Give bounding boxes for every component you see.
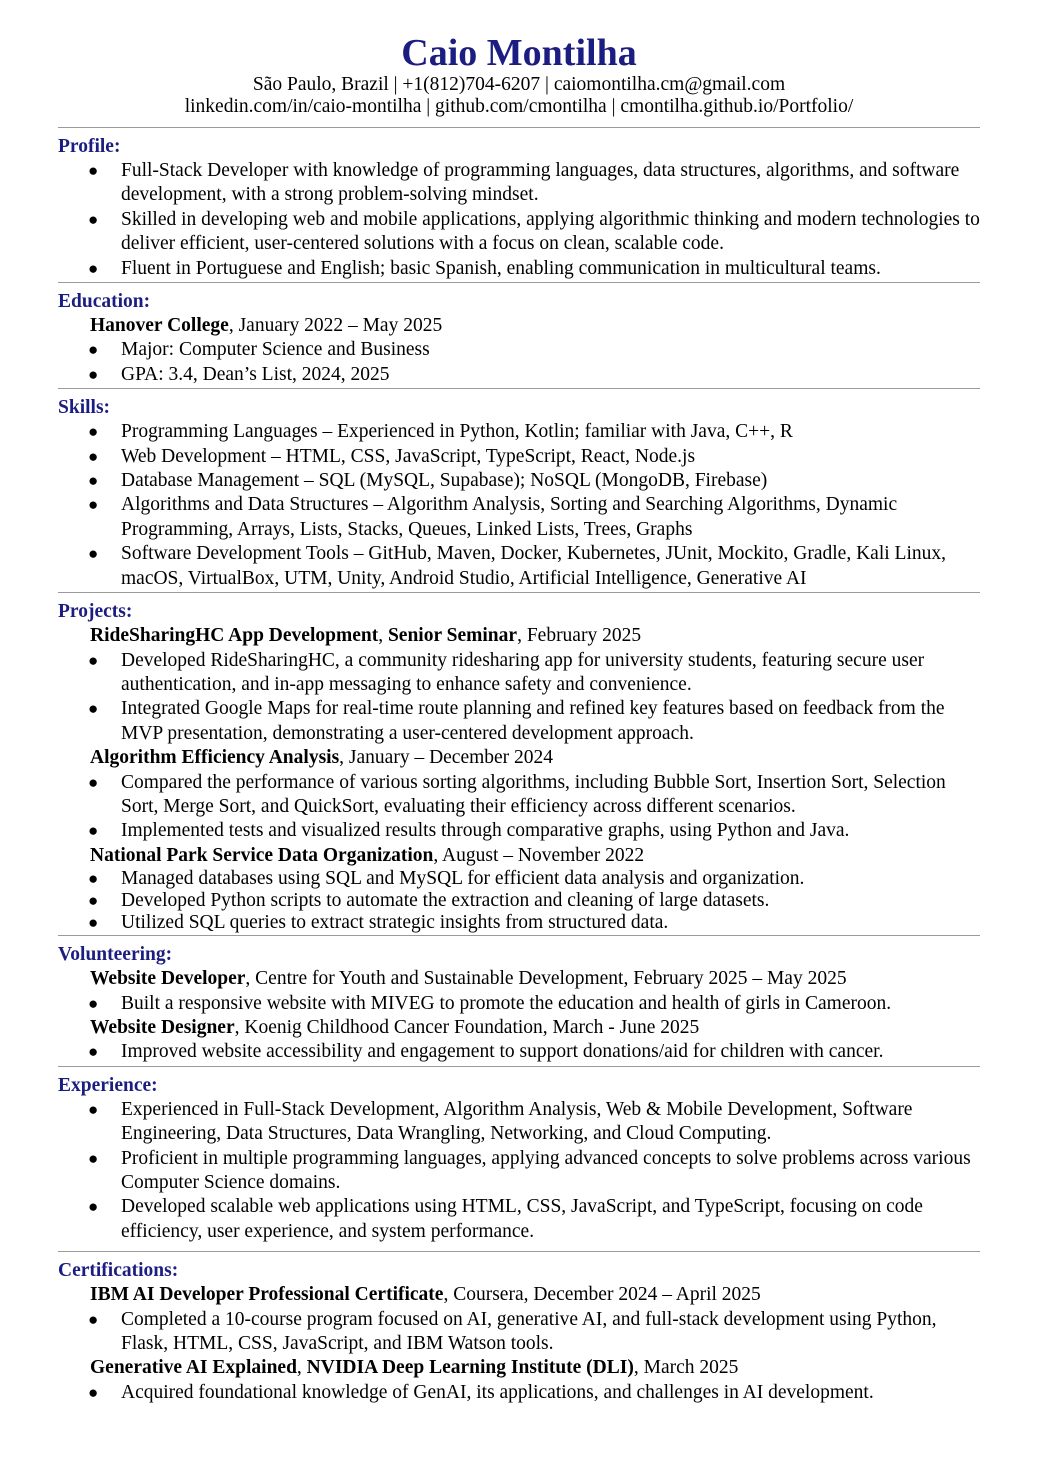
bullet-icon: ● bbox=[88, 891, 99, 911]
list-item bbox=[88, 542, 980, 591]
bullet-icon: ● bbox=[88, 258, 99, 278]
bullet-icon: ● bbox=[88, 1099, 99, 1119]
section-volunteering bbox=[58, 936, 980, 1066]
project-course: Senior Seminar bbox=[387, 625, 518, 647]
list-item bbox=[88, 1381, 980, 1405]
bullet-icon: ● bbox=[88, 495, 99, 515]
contact-line-location-phone-email: São Paulo, Brazil | +1(812)704-6207 | caiomontilha.cm@gmail.com bbox=[252, 74, 786, 95]
volunteer-designer-list bbox=[58, 1040, 980, 1064]
project-name: Algorithm Efficiency Analysis bbox=[90, 747, 340, 769]
bullet-icon: ● bbox=[88, 446, 99, 466]
bullet-icon: ● bbox=[88, 913, 99, 933]
list-item-text: Proficient in multiple programming languages, applying advanced concepts to solve problems across various Computer Science domains. bbox=[121, 1147, 971, 1193]
list-item-text: Skilled in developing web and mobile applications, applying algorithmic thinking and modern technologies to deliver efficient, user-centered solutions with a focus on clean, scalable code. bbox=[121, 208, 980, 255]
section-education bbox=[58, 283, 980, 388]
list-item-text: Built a responsive website with MIVEG to promote the education and health of girls in Cameroon. bbox=[121, 992, 892, 1014]
bullet-icon: ● bbox=[88, 869, 99, 889]
volunteer-detail: , Centre for Youth and Sustainable Development, February 2025 – May 2025 bbox=[245, 968, 847, 990]
bullet-icon: ● bbox=[88, 544, 99, 564]
list-item-text: Developed Python scripts to automate the extraction and cleaning of large datasets. bbox=[121, 890, 770, 912]
section-title-skills: Skills: bbox=[58, 397, 111, 419]
list-item bbox=[88, 992, 980, 1016]
bullet-icon: ● bbox=[88, 161, 99, 180]
bullet-icon: ● bbox=[88, 1042, 99, 1062]
profile-list bbox=[58, 159, 980, 281]
list-item-text: Programming Languages – Experienced in Python, Kotlin; familiar with Java, C++, R bbox=[121, 421, 793, 443]
list-item bbox=[88, 469, 980, 493]
list-item bbox=[88, 363, 980, 387]
cert-detail: , Coursera, December 2024 – April 2025 bbox=[443, 1284, 761, 1306]
cert-date: , March 2025 bbox=[633, 1357, 739, 1379]
list-item-text: Major: Computer Science and Business bbox=[121, 339, 430, 361]
list-item-text: Full-Stack Developer with knowledge of programming languages, data structures, algorithms, and software development, with a strong problem-solving mindset. bbox=[121, 160, 960, 206]
list-item-text: Implemented tests and visualized results through comparative graphs, using Python and Java. bbox=[121, 820, 850, 842]
list-item bbox=[88, 257, 980, 281]
education-dates: , January 2022 – May 2025 bbox=[228, 315, 443, 337]
list-item bbox=[88, 420, 980, 444]
cert-head-ibm bbox=[58, 1283, 980, 1307]
cert-separator: , bbox=[296, 1357, 307, 1379]
project-date: , August – November 2022 bbox=[433, 844, 645, 866]
cert-ibm-list bbox=[58, 1308, 980, 1357]
volunteer-role: Website Developer bbox=[90, 968, 246, 990]
list-item-text: Developed scalable web applications using HTML, CSS, JavaScript, and TypeScript, focusing on code efficiency, user experience, and system performance. bbox=[121, 1196, 923, 1242]
bullet-icon: ● bbox=[88, 1309, 99, 1329]
list-item-text: Managed databases using SQL and MySQL for efficient data analysis and organization. bbox=[121, 868, 805, 890]
experience-list bbox=[58, 1098, 980, 1244]
list-item bbox=[88, 649, 980, 698]
bullet-icon: ● bbox=[88, 364, 99, 384]
bullet-icon: ● bbox=[88, 821, 99, 841]
list-item bbox=[88, 771, 980, 820]
list-item-text: Software Development Tools – GitHub, Maven, Docker, Kubernetes, JUnit, Mockito, Gradle, Kali Linux, macOS, VirtualBox, UTM, Unity, Android Studio, Artificial Intelligence, Generative AI bbox=[121, 543, 946, 589]
education-list bbox=[58, 338, 980, 387]
list-item bbox=[88, 159, 980, 208]
section-experience bbox=[58, 1067, 980, 1245]
list-item-text: GPA: 3.4, Dean’s List, 2024, 2025 bbox=[121, 363, 390, 385]
volunteer-head-designer bbox=[58, 1016, 980, 1040]
list-item bbox=[88, 493, 980, 542]
bullet-icon: ● bbox=[88, 699, 99, 719]
section-title-profile: Profile: bbox=[58, 136, 121, 157]
school-name: Hanover College bbox=[90, 315, 229, 337]
volunteer-developer-list bbox=[58, 992, 980, 1016]
bullet-icon: ● bbox=[88, 1382, 99, 1402]
list-item bbox=[88, 1195, 980, 1244]
bullet-icon: ● bbox=[88, 772, 99, 792]
project-head-algorithm bbox=[58, 746, 980, 770]
section-title-certifications: Certifications: bbox=[58, 1260, 179, 1282]
section-title-volunteering: Volunteering: bbox=[58, 944, 173, 966]
list-item-text: Developed RideSharingHC, a community ridesharing app for university students, featuring secure user authentication, and in-app messaging to enhance safety and convenience. bbox=[121, 649, 925, 695]
list-item bbox=[88, 445, 980, 469]
project-algorithm-list bbox=[58, 771, 980, 844]
list-item-text: Experienced in Full-Stack Development, Algorithm Analysis, Web & Mobile Development, Software Engineering, Data Structures, Data Wrangling, Networking, and Cloud Computing. bbox=[121, 1098, 913, 1145]
education-entry-head bbox=[58, 314, 980, 338]
project-head-ridesharing bbox=[58, 624, 980, 648]
list-item-text: Completed a 10-course program focused on AI, generative AI, and full-stack development using Python, Flask, HTML, CSS, JavaScript, and IBM Watson tools. bbox=[121, 1308, 937, 1355]
bullet-icon: ● bbox=[88, 1197, 99, 1217]
section-certifications bbox=[58, 1252, 980, 1406]
list-item bbox=[88, 912, 980, 934]
project-ridesharing-list bbox=[58, 649, 980, 747]
volunteer-head-developer bbox=[58, 967, 980, 991]
contact-line-links: linkedin.com/in/caio-montilha | github.com/cmontilha | cmontilha.github.io/Portfolio/ bbox=[184, 96, 854, 117]
list-item-text: Fluent in Portuguese and English; basic Spanish, enabling communication in multicultural teams. bbox=[121, 257, 881, 279]
bullet-icon: ● bbox=[88, 471, 99, 491]
project-date: , February 2025 bbox=[517, 625, 642, 647]
volunteer-detail: , Koenig Childhood Cancer Foundation, March - June 2025 bbox=[234, 1016, 700, 1038]
list-item-text: Utilized SQL queries to extract strategic insights from structured data. bbox=[121, 912, 669, 934]
section-projects bbox=[58, 593, 980, 935]
bullet-icon: ● bbox=[88, 209, 99, 229]
candidate-name: Caio Montilha bbox=[401, 32, 637, 74]
list-item-text: Compared the performance of various sorting algorithms, including Bubble Sort, Insertion Sort, Selection Sort, Merge Sort, and QuickSort, evaluating their efficiency across different scenarios. bbox=[121, 771, 946, 817]
list-item bbox=[88, 819, 980, 843]
cert-name: IBM AI Developer Professional Certificate bbox=[90, 1284, 444, 1306]
list-item bbox=[88, 1147, 980, 1196]
skills-list bbox=[58, 420, 980, 591]
list-item-text: Algorithms and Data Structures – Algorithm Analysis, Sorting and Searching Algorithms, Dynamic Programming, Arrays, Lists, Stacks, Queues, Linked Lists, Trees, Graphs bbox=[121, 494, 898, 540]
project-separator: , bbox=[378, 625, 388, 647]
list-item bbox=[88, 697, 980, 746]
list-item-text: Integrated Google Maps for real-time route planning and refined key features based on feedback from the MVP presentation, demonstrating a user-centered development approach. bbox=[121, 698, 945, 744]
project-nps-list bbox=[58, 868, 980, 934]
cert-head-nvidia bbox=[58, 1356, 980, 1380]
list-item-text: Web Development – HTML, CSS, JavaScript, TypeScript, React, Node.js bbox=[121, 445, 696, 467]
list-item bbox=[88, 868, 980, 890]
section-title-experience: Experience: bbox=[58, 1074, 158, 1096]
project-date: , January – December 2024 bbox=[339, 747, 554, 769]
list-item bbox=[88, 890, 980, 912]
cert-nvidia-list bbox=[58, 1381, 980, 1405]
list-item-text: Acquired foundational knowledge of GenAI, its applications, and challenges in AI development. bbox=[121, 1381, 874, 1403]
list-item bbox=[88, 208, 980, 257]
list-item-text: Database Management – SQL (MySQL, Supabase); NoSQL (MongoDB, Firebase) bbox=[121, 470, 768, 492]
resume-header bbox=[58, 32, 980, 118]
section-skills bbox=[58, 389, 980, 592]
list-item bbox=[88, 1098, 980, 1147]
list-item bbox=[88, 1040, 980, 1064]
bullet-icon: ● bbox=[88, 340, 99, 360]
section-title-education: Education: bbox=[58, 291, 151, 313]
section-title-projects: Projects: bbox=[58, 601, 133, 623]
project-head-nps bbox=[58, 844, 980, 868]
cert-name: Generative AI Explained bbox=[90, 1357, 297, 1379]
section-profile bbox=[58, 128, 980, 282]
bullet-icon: ● bbox=[88, 650, 99, 670]
list-item bbox=[88, 1308, 980, 1357]
cert-org: NVIDIA Deep Learning Institute (DLI) bbox=[306, 1357, 634, 1379]
volunteer-role: Website Designer bbox=[90, 1016, 235, 1038]
bullet-icon: ● bbox=[88, 1148, 99, 1168]
project-name: National Park Service Data Organization bbox=[90, 844, 434, 866]
project-name: RideSharingHC App Development bbox=[90, 625, 379, 647]
list-item bbox=[88, 338, 980, 362]
bullet-icon: ● bbox=[88, 422, 99, 442]
list-item-text: Improved website accessibility and engagement to support donations/aid for children with cancer. bbox=[121, 1041, 884, 1063]
bullet-icon: ● bbox=[88, 993, 99, 1013]
